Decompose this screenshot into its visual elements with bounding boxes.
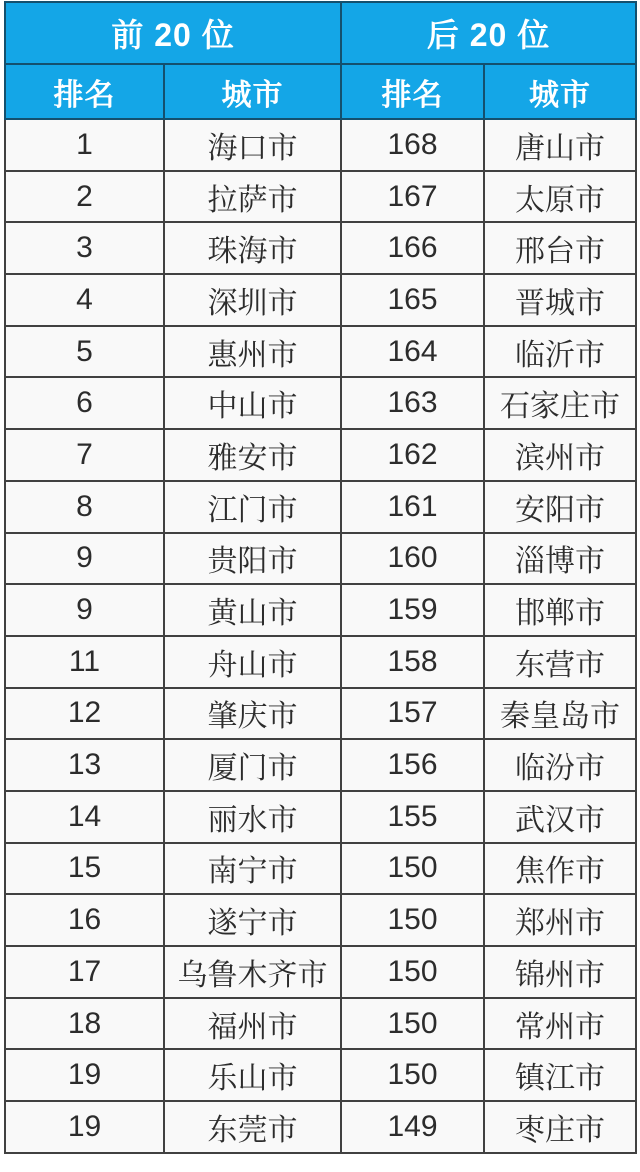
- rank-cell: 150: [341, 843, 484, 895]
- rank-cell: 6: [5, 377, 164, 429]
- city-cell: 拉萨市: [164, 171, 341, 223]
- rank-cell: 11: [5, 636, 164, 688]
- table-row: [5, 791, 636, 843]
- city-cell: 深圳市: [164, 274, 341, 326]
- city-cell: 滨州市: [484, 429, 636, 481]
- rank-cell: 163: [341, 377, 484, 429]
- city-cell: 乌鲁木齐市: [164, 946, 341, 998]
- rank-cell: 9: [5, 533, 164, 585]
- table-row: [5, 326, 636, 378]
- rank-cell: 155: [341, 791, 484, 843]
- table-row: [5, 377, 636, 429]
- city-cell: 邯郸市: [484, 584, 636, 636]
- table-row: [5, 119, 636, 171]
- city-cell: 常州市: [484, 998, 636, 1050]
- city-cell: 肇庆市: [164, 688, 341, 740]
- rank-cell: 164: [341, 326, 484, 378]
- city-cell: 东莞市: [164, 1101, 341, 1153]
- rank-cell: 150: [341, 1049, 484, 1101]
- rank-cell: 5: [5, 326, 164, 378]
- table-row: [5, 894, 636, 946]
- rank-cell: 1: [5, 119, 164, 171]
- rank-cell: 13: [5, 739, 164, 791]
- city-cell: 石家庄市: [484, 377, 636, 429]
- city-cell: 丽水市: [164, 791, 341, 843]
- rank-cell: 15: [5, 843, 164, 895]
- group-header-row: [5, 2, 636, 64]
- city-cell: 舟山市: [164, 636, 341, 688]
- city-cell: 武汉市: [484, 791, 636, 843]
- city-cell: 秦皇岛市: [484, 688, 636, 740]
- table-row: [5, 584, 636, 636]
- city-cell: 江门市: [164, 481, 341, 533]
- table-row: [5, 946, 636, 998]
- rank-cell: 166: [341, 222, 484, 274]
- rank-cell: 4: [5, 274, 164, 326]
- rank-cell: 8: [5, 481, 164, 533]
- table-row: [5, 1049, 636, 1101]
- rank-cell: 19: [5, 1049, 164, 1101]
- rank-cell: 150: [341, 998, 484, 1050]
- group-header-bottom20: 后 20 位: [341, 2, 636, 64]
- city-ranking-table: [4, 1, 637, 1154]
- city-cell: 惠州市: [164, 326, 341, 378]
- city-cell: 锦州市: [484, 946, 636, 998]
- city-cell: 枣庄市: [484, 1101, 636, 1153]
- table-row: [5, 739, 636, 791]
- city-cell: 镇江市: [484, 1049, 636, 1101]
- col-header-rank-left: 排名: [5, 64, 164, 119]
- rank-cell: 149: [341, 1101, 484, 1153]
- rank-cell: 7: [5, 429, 164, 481]
- table-header: [5, 2, 636, 119]
- table-row: [5, 222, 636, 274]
- city-cell: 东营市: [484, 636, 636, 688]
- rank-cell: 162: [341, 429, 484, 481]
- city-cell: 贵阳市: [164, 533, 341, 585]
- table-row: [5, 533, 636, 585]
- rank-cell: 150: [341, 946, 484, 998]
- city-cell: 太原市: [484, 171, 636, 223]
- city-cell: 焦作市: [484, 843, 636, 895]
- table-row: [5, 429, 636, 481]
- table-body: [5, 119, 636, 1153]
- rank-cell: 156: [341, 739, 484, 791]
- rank-cell: 9: [5, 584, 164, 636]
- city-cell: 福州市: [164, 998, 341, 1050]
- column-header-row: [5, 64, 636, 119]
- table-row: [5, 998, 636, 1050]
- group-header-top20: 前 20 位: [5, 2, 341, 64]
- rank-cell: 3: [5, 222, 164, 274]
- col-header-rank-right: 排名: [341, 64, 484, 119]
- table-row: [5, 843, 636, 895]
- city-cell: 乐山市: [164, 1049, 341, 1101]
- city-cell: 海口市: [164, 119, 341, 171]
- rank-cell: 17: [5, 946, 164, 998]
- rank-cell: 158: [341, 636, 484, 688]
- table-row: [5, 274, 636, 326]
- rank-cell: 19: [5, 1101, 164, 1153]
- city-cell: 临汾市: [484, 739, 636, 791]
- city-cell: 邢台市: [484, 222, 636, 274]
- city-cell: 临沂市: [484, 326, 636, 378]
- table-row: [5, 1101, 636, 1153]
- rank-cell: 2: [5, 171, 164, 223]
- city-cell: 黄山市: [164, 584, 341, 636]
- rank-cell: 167: [341, 171, 484, 223]
- city-cell: 厦门市: [164, 739, 341, 791]
- city-cell: 南宁市: [164, 843, 341, 895]
- city-cell: 唐山市: [484, 119, 636, 171]
- rank-cell: 159: [341, 584, 484, 636]
- city-cell: 雅安市: [164, 429, 341, 481]
- table-row: [5, 688, 636, 740]
- city-cell: 晋城市: [484, 274, 636, 326]
- city-cell: 淄博市: [484, 533, 636, 585]
- rank-cell: 160: [341, 533, 484, 585]
- rank-cell: 161: [341, 481, 484, 533]
- rank-cell: 168: [341, 119, 484, 171]
- table-row: [5, 171, 636, 223]
- city-cell: 遂宁市: [164, 894, 341, 946]
- city-cell: 珠海市: [164, 222, 341, 274]
- table-row: [5, 636, 636, 688]
- city-cell: 中山市: [164, 377, 341, 429]
- table-row: [5, 481, 636, 533]
- col-header-city-left: 城市: [164, 64, 341, 119]
- col-header-city-right: 城市: [484, 64, 636, 119]
- city-cell: 安阳市: [484, 481, 636, 533]
- rank-cell: 16: [5, 894, 164, 946]
- rank-cell: 12: [5, 688, 164, 740]
- rank-cell: 18: [5, 998, 164, 1050]
- rank-cell: 150: [341, 894, 484, 946]
- rank-cell: 157: [341, 688, 484, 740]
- rank-cell: 14: [5, 791, 164, 843]
- rank-cell: 165: [341, 274, 484, 326]
- city-cell: 郑州市: [484, 894, 636, 946]
